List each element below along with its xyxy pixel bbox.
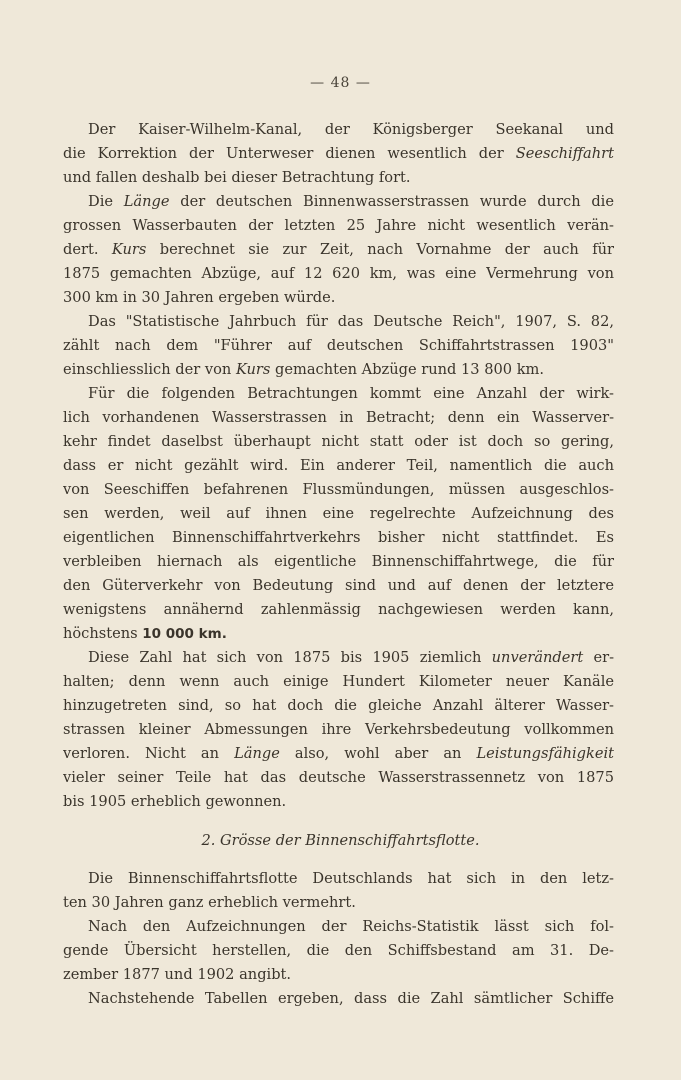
text-line: von Seeschiffen befahrenen Flussmündungen, müssen ausgeschlos- (63, 481, 614, 498)
section-heading: 2. Grösse der Binnenschiffahrtsflotte. (201, 832, 480, 849)
text-line: Der Kaiser-Wilhelm-Kanal, der Königsberger Seekanal und (88, 121, 614, 138)
text-line: halten; denn wenn auch einige Hundert Kilometer neuer Kanäle (63, 673, 614, 690)
text-line: höchstens 10 000 km. (63, 625, 227, 642)
text-line: zählt nach dem "Führer auf deutschen Schiffahrtstrassen 1903" (63, 337, 614, 354)
text-line: verloren. Nicht an Länge also, wohl aber an Leistungsfähigkeit (63, 745, 614, 762)
text-line: Diese Zahl hat sich von 1875 bis 1905 ziemlich unverändert er- (88, 649, 614, 666)
page-number: — 48 — (310, 75, 371, 91)
text-line: lich vorhandenen Wasserstrassen in Betracht; denn ein Wasserver- (63, 409, 614, 426)
text-line: Für die folgenden Betrachtungen kommt eine Anzahl der wirk- (88, 385, 614, 402)
text-line: grossen Wasserbauten der letzten 25 Jahre nicht wesentlich verän- (63, 217, 614, 234)
text-line: dass er nicht gezählt wird. Ein anderer Teil, namentlich die auch (63, 457, 614, 474)
text-line: eigentlichen Binnenschiffahrtverkehrs bisher nicht stattfindet. Es (63, 529, 614, 546)
text-line: sen werden, weil auf ihnen eine regelrechte Aufzeichnung des (63, 505, 614, 522)
text-line: Das "Statistische Jahrbuch für das Deutsche Reich", 1907, S. 82, (88, 313, 614, 330)
text-line: einschliesslich der von Kurs gemachten Abzüge rund 13 800 km. (63, 361, 545, 378)
text-line: vieler seiner Teile hat das deutsche Wasserstrassennetz von 1875 (63, 769, 614, 786)
text-line: Die Länge der deutschen Binnenwasserstrassen wurde durch die (88, 193, 614, 210)
text-line: verbleiben hiernach als eigentliche Binnenschiffahrtwege, die für (63, 553, 614, 570)
text-line: bis 1905 erheblich gewonnen. (63, 793, 287, 810)
text-line: kehr findet daselbst überhaupt nicht statt oder ist doch so gering, (63, 433, 614, 450)
text-line: 300 km in 30 Jahren ergeben würde. (63, 289, 336, 306)
text-line: zember 1877 und 1902 angibt. (63, 966, 292, 983)
text-line: strassen kleiner Abmessungen ihre Verkehrsbedeutung vollkommen (63, 721, 614, 738)
text-line: 1875 gemachten Abzüge, auf 12 620 km, was eine Vermehrung von (63, 265, 614, 282)
text-line: Nachstehende Tabellen ergeben, dass die Zahl sämtlicher Schiffe (88, 990, 614, 1007)
text-line: und fallen deshalb bei dieser Betrachtung fort. (63, 169, 411, 186)
highlighted-figure: 10 000 km. (142, 626, 227, 642)
text-line: gende Übersicht herstellen, die den Schiffsbestand am 31. De- (63, 942, 614, 959)
text-line: hinzugetreten sind, so hat doch die gleiche Anzahl älterer Wasser- (63, 697, 614, 714)
text-line: den Güterverkehr von Bedeutung sind und auf denen der letztere (63, 577, 614, 594)
text-line: ten 30 Jahren ganz erheblich vermehrt. (63, 894, 356, 911)
text-line: Nach den Aufzeichnungen der Reichs-Statistik lässt sich fol- (88, 918, 614, 935)
text-line: dert. Kurs berechnet sie zur Zeit, nach Vornahme der auch für (63, 241, 614, 258)
text-line: Die Binnenschiffahrtsflotte Deutschlands hat sich in den letz- (88, 870, 614, 887)
text-line: die Korrektion der Unterweser dienen wesentlich der Seeschiffahrt (63, 145, 614, 162)
text-line: wenigstens annähernd zahlenmässig nachgewiesen werden kann, (63, 601, 614, 618)
